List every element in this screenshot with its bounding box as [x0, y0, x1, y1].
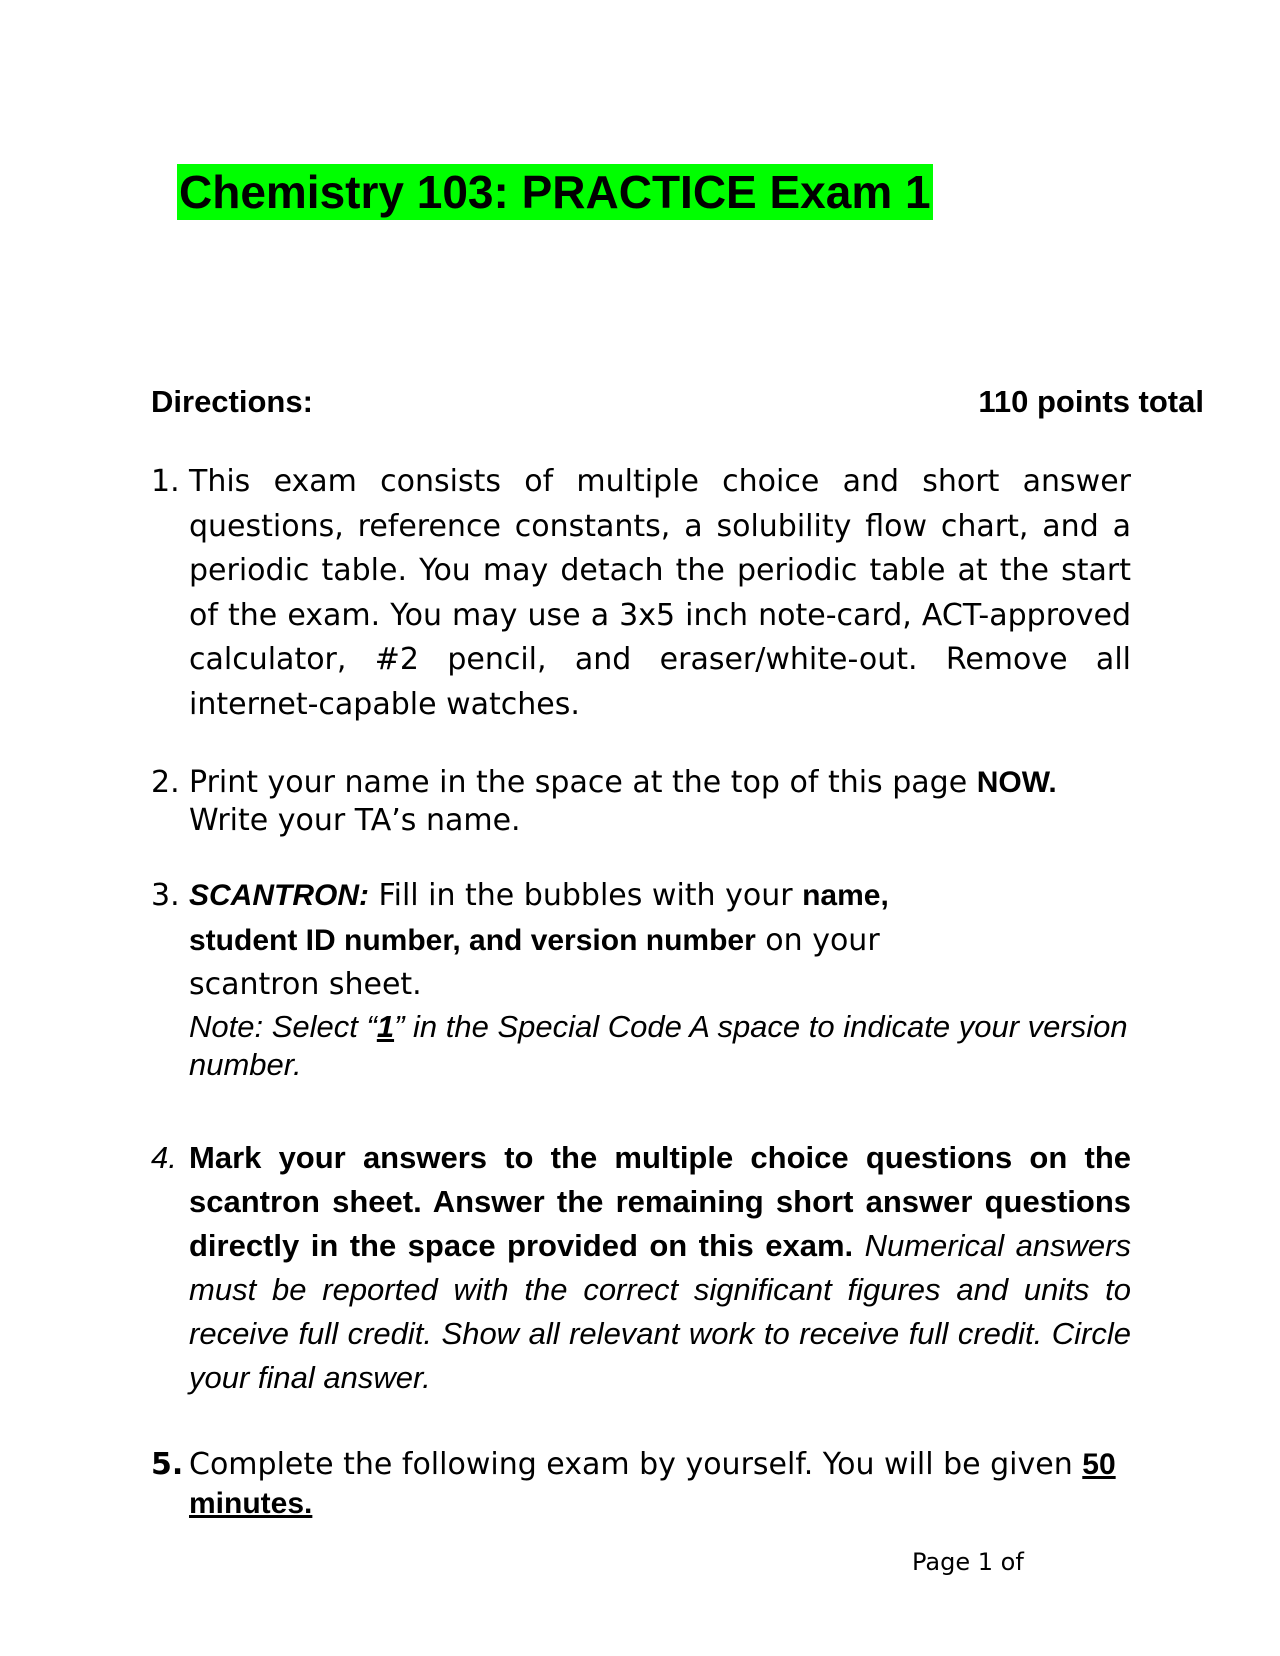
direction-item-4: [151, 1136, 1131, 1400]
item-text: Print your name in the space at the top of this page: [189, 765, 977, 800]
item-text: Fill in the bubbles with your: [369, 878, 803, 913]
item-text-2: on your: [755, 922, 880, 958]
item-bold-1: name,: [802, 879, 889, 912]
item-text-3: scantron sheet.: [189, 967, 422, 1002]
item-text-line2: Write your TA’s name.: [189, 803, 521, 838]
item-bold-2: student ID number, and version number: [189, 923, 756, 957]
direction-item-3: [151, 874, 1271, 1084]
item-number: 2.: [151, 765, 180, 800]
direction-item-5: [151, 1445, 1251, 1523]
note-text-pre: Note: Select “: [189, 1008, 377, 1044]
time-limit-part-2: minutes.: [189, 1487, 313, 1520]
time-limit-part-1: 50: [1082, 1448, 1116, 1481]
item-text: Complete the following exam by yourself. You will be given: [189, 1447, 1083, 1482]
item-number: 4.: [151, 1140, 177, 1175]
item-number: 3.: [151, 878, 180, 913]
directions-header: [151, 382, 1204, 422]
exam-title: Chemistry 103: PRACTICE Exam 1: [179, 166, 931, 218]
directions-label: Directions:: [151, 384, 313, 419]
item-bold-text: Mark your answers to the multiple choice questions on the scantron sheet. Answer the remaining short answer questions directly in the space provided on this exam.: [189, 1140, 1131, 1263]
item-number: 1.: [151, 464, 180, 499]
item-italic-text: Numerical answers must be reported with the correct significant figures and units to receive full credit. Show all relevant work to receive full credit. Circle your final answer.: [189, 1228, 1131, 1395]
scantron-label: SCANTRON:: [189, 879, 369, 912]
page-footer: Page 1 of: [912, 1548, 1024, 1576]
now-emphasis: NOW.: [976, 766, 1057, 799]
direction-item-2: [151, 764, 1251, 840]
special-code-value: 1: [376, 1008, 395, 1044]
direction-item-1: [151, 460, 1131, 727]
item-number: 5.: [151, 1447, 184, 1482]
points-total: 110 points total: [978, 384, 1204, 419]
version-note: [189, 1008, 1219, 1084]
item-text: This exam consists of multiple choice and short answer questions, reference constants, a solubility flow chart, and a periodic table. You may detach the periodic table at the start of the exam. You may use a 3x5 inch note-card, ACT-approved calculator, #2 pencil, and eraser/white-out. Remove all internet-capable watches.: [189, 464, 1131, 722]
note-text-post: ” in the Special Code A space to indicate your version number.: [189, 1008, 1128, 1082]
